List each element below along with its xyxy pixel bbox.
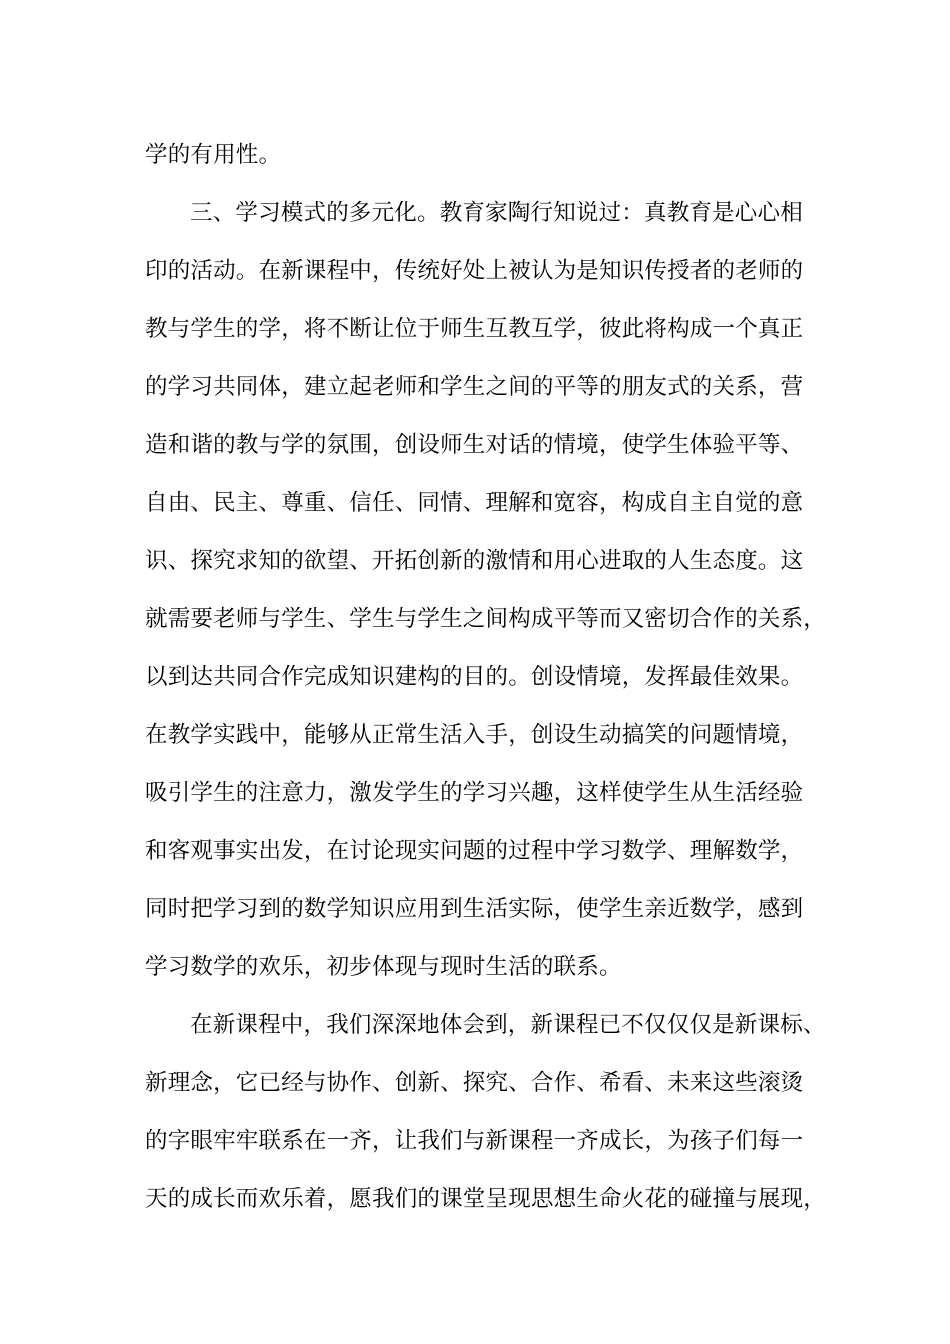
text-line: 教与学生的学，将不断让位于师生互教互学，彼此将构成一个真正 — [145, 316, 804, 342]
text-line: 以到达共同合作完成知识建构的目的。创设情境，发挥最佳效果。 — [145, 664, 804, 690]
text-line: 识、探究求知的欲望、开拓创新的激情和用心进取的人生态度。这 — [145, 548, 804, 574]
text-line: 天的成长而欢乐着，愿我们的课堂呈现思想生命火花的碰撞与展现， — [145, 1186, 827, 1212]
text-line: 同时把学习到的数学知识应用到生活实际，使学生亲近数学，感到 — [145, 896, 804, 922]
text-line: 吸引学生的注意力，激发学生的学习兴趣，这样使学生从生活经验 — [145, 780, 804, 806]
text-line: 和客观事实出发，在讨论现实问题的过程中学习数学、理解数学， — [145, 838, 804, 864]
text-line: 三、学习模式的多元化。教育家陶行知说过：真教育是心心相 — [190, 200, 803, 226]
text-line: 的字眼牢牢联系在一齐，让我们与新课程一齐成长，为孩子们每一 — [145, 1128, 804, 1154]
text-line: 造和谐的教与学的氛围，创设师生对话的情境，使学生体验平等、 — [145, 432, 804, 458]
body-text — [145, 126, 835, 1228]
text-line: 学的有用性。 — [145, 142, 282, 168]
text-line: 新理念，它已经与协作、创新、探究、合作、希看、未来这些滚烫 — [145, 1070, 804, 1096]
text-line: 学习数学的欢乐，初步体现与现时生活的联系。 — [145, 954, 622, 980]
text-line: 在教学实践中，能够从正常生活入手，创设生动搞笑的问题情境， — [145, 722, 804, 748]
text-line: 自由、民主、尊重、信任、同情、理解和宽容，构成自主自觉的意 — [145, 490, 804, 516]
text-line: 就需要老师与学生、学生与学生之间构成平等而又密切合作的关系， — [145, 606, 827, 632]
text-line: 在新课程中，我们深深地体会到，新课程已不仅仅仅是新课标、 — [190, 1012, 826, 1038]
text-line: 印的活动。在新课程中，传统好处上被认为是知识传授者的老师的 — [145, 258, 804, 284]
text-line: 的学习共同体，建立起老师和学生之间的平等的朋友式的关系，营 — [145, 374, 804, 400]
